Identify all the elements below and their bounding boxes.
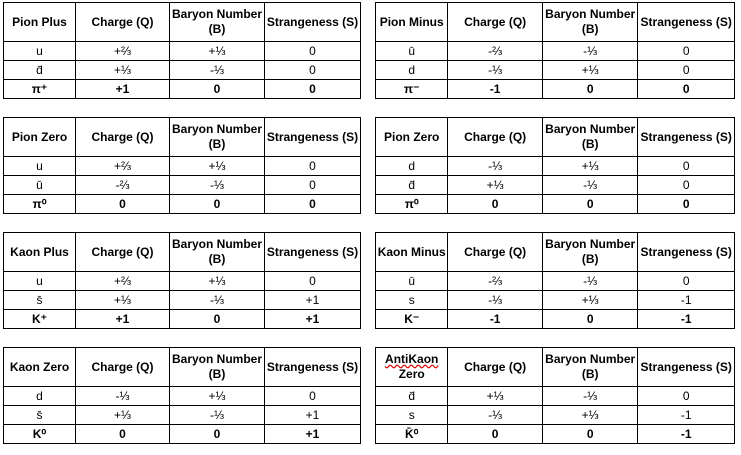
table-title: Kaon Zero bbox=[4, 348, 76, 387]
particle-table bbox=[375, 117, 735, 214]
baryon-cell: 0 bbox=[170, 195, 265, 214]
particle-cell: ū bbox=[4, 176, 76, 195]
table-row bbox=[376, 176, 735, 195]
charge-cell: -⅓ bbox=[448, 157, 543, 176]
charge-cell: +1 bbox=[76, 310, 170, 329]
table-row bbox=[4, 272, 361, 291]
particle-cell: u bbox=[4, 42, 76, 61]
table-title: Pion Plus bbox=[4, 3, 76, 42]
particle-cell: π⁰ bbox=[4, 195, 76, 214]
table-title: Kaon Minus bbox=[376, 233, 448, 272]
charge-cell: +⅓ bbox=[448, 387, 543, 406]
particle-cell: u bbox=[4, 157, 76, 176]
header-row bbox=[4, 233, 361, 272]
particle-cell: u bbox=[4, 272, 76, 291]
baryon-cell: 0 bbox=[542, 80, 638, 99]
table-row bbox=[4, 387, 361, 406]
column-header-charge: Charge (Q) bbox=[448, 118, 543, 157]
baryon-cell: 0 bbox=[542, 195, 638, 214]
column-header-charge: Charge (Q) bbox=[448, 3, 543, 42]
column-header-strangeness: Strangeness (S) bbox=[265, 118, 361, 157]
charge-cell: +⅓ bbox=[76, 291, 170, 310]
particle-cell: s̄ bbox=[4, 291, 76, 310]
spellcheck-word: AntiKaon bbox=[385, 352, 439, 366]
particle-cell: d̄ bbox=[4, 61, 76, 80]
table-row bbox=[4, 291, 361, 310]
baryon-cell: -⅓ bbox=[542, 387, 638, 406]
baryon-cell: +⅓ bbox=[170, 272, 265, 291]
total-row bbox=[376, 80, 735, 99]
particle-table bbox=[375, 232, 735, 329]
strangeness-cell: 0 bbox=[265, 61, 361, 80]
table-title: Pion Zero bbox=[376, 118, 448, 157]
baryon-cell: -⅓ bbox=[170, 406, 265, 425]
strangeness-cell: 0 bbox=[638, 176, 735, 195]
particle-cell: d̄ bbox=[376, 176, 448, 195]
table-row bbox=[376, 42, 735, 61]
strangeness-cell: 0 bbox=[638, 80, 735, 99]
charge-cell: -⅔ bbox=[76, 176, 170, 195]
strangeness-cell: +1 bbox=[265, 406, 361, 425]
table-row bbox=[4, 406, 361, 425]
particle-cell: K⁻ bbox=[376, 310, 448, 329]
particle-table bbox=[3, 117, 361, 214]
strangeness-cell: +1 bbox=[265, 425, 361, 444]
particle-cell: K⁰ bbox=[4, 425, 76, 444]
header-row bbox=[376, 233, 735, 272]
charge-cell: -1 bbox=[448, 310, 543, 329]
particle-table bbox=[3, 2, 361, 99]
column-header-baryon: Baryon Number (B) bbox=[542, 118, 638, 157]
column-header-baryon: Baryon Number (B) bbox=[170, 118, 265, 157]
column-header-charge: Charge (Q) bbox=[76, 233, 170, 272]
particle-cell: d̄ bbox=[376, 387, 448, 406]
table-row bbox=[376, 387, 735, 406]
charge-cell: +⅓ bbox=[448, 176, 543, 195]
table-row bbox=[376, 272, 735, 291]
column-header-charge: Charge (Q) bbox=[76, 118, 170, 157]
charge-cell: -⅓ bbox=[448, 61, 543, 80]
total-row bbox=[376, 195, 735, 214]
column-header-strangeness: Strangeness (S) bbox=[638, 3, 735, 42]
column-header-baryon: Baryon Number (B) bbox=[170, 348, 265, 387]
charge-cell: 0 bbox=[448, 195, 543, 214]
baryon-cell: -⅓ bbox=[170, 291, 265, 310]
strangeness-cell: -1 bbox=[638, 310, 735, 329]
table-row bbox=[376, 157, 735, 176]
column-header-baryon: Baryon Number (B) bbox=[542, 3, 638, 42]
strangeness-cell: 0 bbox=[265, 176, 361, 195]
strangeness-cell: 0 bbox=[265, 195, 361, 214]
baryon-cell: -⅓ bbox=[542, 176, 638, 195]
particle-cell: K⁺ bbox=[4, 310, 76, 329]
particle-cell: s̄ bbox=[4, 406, 76, 425]
strangeness-cell: -1 bbox=[638, 291, 735, 310]
baryon-cell: 0 bbox=[170, 80, 265, 99]
particle-cell: d bbox=[376, 157, 448, 176]
particle-cell: K̄⁰ bbox=[376, 425, 448, 444]
column-header-charge: Charge (Q) bbox=[76, 348, 170, 387]
table-row bbox=[4, 61, 361, 80]
table-title: Pion Minus bbox=[376, 3, 448, 42]
header-row bbox=[4, 118, 361, 157]
particle-cell: π⁺ bbox=[4, 80, 76, 99]
particle-table bbox=[375, 2, 735, 99]
strangeness-cell: 0 bbox=[265, 80, 361, 99]
table-row bbox=[4, 157, 361, 176]
column-header-baryon: Baryon Number (B) bbox=[542, 233, 638, 272]
total-row bbox=[376, 310, 735, 329]
header-row bbox=[4, 3, 361, 42]
column-header-charge: Charge (Q) bbox=[76, 3, 170, 42]
particle-cell: π⁰ bbox=[376, 195, 448, 214]
charge-cell: 0 bbox=[76, 425, 170, 444]
strangeness-cell: 0 bbox=[265, 272, 361, 291]
table-row bbox=[376, 291, 735, 310]
baryon-cell: +⅓ bbox=[542, 157, 638, 176]
table-row bbox=[4, 176, 361, 195]
total-row bbox=[376, 425, 735, 444]
table-row bbox=[376, 406, 735, 425]
charge-cell: -⅓ bbox=[448, 291, 543, 310]
baryon-cell: +⅓ bbox=[542, 61, 638, 80]
column-header-strangeness: Strangeness (S) bbox=[638, 233, 735, 272]
charge-cell: -⅔ bbox=[448, 42, 543, 61]
baryon-cell: 0 bbox=[170, 425, 265, 444]
baryon-cell: -⅓ bbox=[170, 61, 265, 80]
header-row bbox=[376, 3, 735, 42]
charge-cell: 0 bbox=[448, 425, 543, 444]
baryon-cell: +⅓ bbox=[170, 387, 265, 406]
column-header-strangeness: Strangeness (S) bbox=[638, 118, 735, 157]
table-title: Kaon Plus bbox=[4, 233, 76, 272]
column-header-baryon: Baryon Number (B) bbox=[542, 348, 638, 387]
strangeness-cell: +1 bbox=[265, 291, 361, 310]
baryon-cell: -⅓ bbox=[542, 272, 638, 291]
particle-cell: s bbox=[376, 406, 448, 425]
table-row bbox=[376, 61, 735, 80]
column-header-strangeness: Strangeness (S) bbox=[265, 233, 361, 272]
charge-cell: 0 bbox=[76, 195, 170, 214]
baryon-cell: +⅓ bbox=[170, 42, 265, 61]
total-row bbox=[4, 425, 361, 444]
header-row bbox=[4, 348, 361, 387]
strangeness-cell: 0 bbox=[638, 42, 735, 61]
baryon-cell: 0 bbox=[170, 310, 265, 329]
column-header-baryon: Baryon Number (B) bbox=[170, 3, 265, 42]
particle-cell: d bbox=[376, 61, 448, 80]
baryon-cell: -⅓ bbox=[170, 176, 265, 195]
charge-cell: +⅓ bbox=[76, 406, 170, 425]
strangeness-cell: -1 bbox=[638, 406, 735, 425]
table-title: AntiKaon Zero bbox=[376, 348, 448, 387]
charge-cell: -⅓ bbox=[448, 406, 543, 425]
column-header-strangeness: Strangeness (S) bbox=[265, 3, 361, 42]
particle-cell: s bbox=[376, 291, 448, 310]
strangeness-cell: -1 bbox=[638, 425, 735, 444]
strangeness-cell: 0 bbox=[638, 157, 735, 176]
baryon-cell: 0 bbox=[542, 425, 638, 444]
strangeness-cell: 0 bbox=[265, 42, 361, 61]
baryon-cell: -⅓ bbox=[542, 42, 638, 61]
table-title: Pion Zero bbox=[4, 118, 76, 157]
baryon-cell: 0 bbox=[542, 310, 638, 329]
strangeness-cell: 0 bbox=[638, 195, 735, 214]
header-row bbox=[376, 348, 735, 387]
total-row bbox=[4, 195, 361, 214]
charge-cell: +1 bbox=[76, 80, 170, 99]
total-row bbox=[4, 80, 361, 99]
charge-cell: -1 bbox=[448, 80, 543, 99]
baryon-cell: +⅓ bbox=[170, 157, 265, 176]
strangeness-cell: 0 bbox=[638, 387, 735, 406]
particle-table bbox=[3, 232, 361, 329]
particle-cell: ū bbox=[376, 272, 448, 291]
charge-cell: +⅔ bbox=[76, 272, 170, 291]
charge-cell: +⅔ bbox=[76, 42, 170, 61]
header-row bbox=[376, 118, 735, 157]
column-header-baryon: Baryon Number (B) bbox=[170, 233, 265, 272]
strangeness-cell: 0 bbox=[265, 157, 361, 176]
strangeness-cell: 0 bbox=[638, 61, 735, 80]
charge-cell: -⅓ bbox=[76, 387, 170, 406]
particle-table bbox=[3, 347, 361, 444]
strangeness-cell: 0 bbox=[638, 272, 735, 291]
strangeness-cell: 0 bbox=[265, 387, 361, 406]
column-header-strangeness: Strangeness (S) bbox=[638, 348, 735, 387]
column-header-charge: Charge (Q) bbox=[448, 233, 543, 272]
particle-cell: d bbox=[4, 387, 76, 406]
total-row bbox=[4, 310, 361, 329]
column-header-strangeness: Strangeness (S) bbox=[265, 348, 361, 387]
baryon-cell: +⅓ bbox=[542, 406, 638, 425]
column-header-charge: Charge (Q) bbox=[448, 348, 543, 387]
baryon-cell: +⅓ bbox=[542, 291, 638, 310]
charge-cell: -⅔ bbox=[448, 272, 543, 291]
charge-cell: +⅔ bbox=[76, 157, 170, 176]
particle-table bbox=[375, 347, 735, 444]
particle-cell: ū bbox=[376, 42, 448, 61]
charge-cell: +⅓ bbox=[76, 61, 170, 80]
particle-cell: π⁻ bbox=[376, 80, 448, 99]
table-row bbox=[4, 42, 361, 61]
strangeness-cell: +1 bbox=[265, 310, 361, 329]
